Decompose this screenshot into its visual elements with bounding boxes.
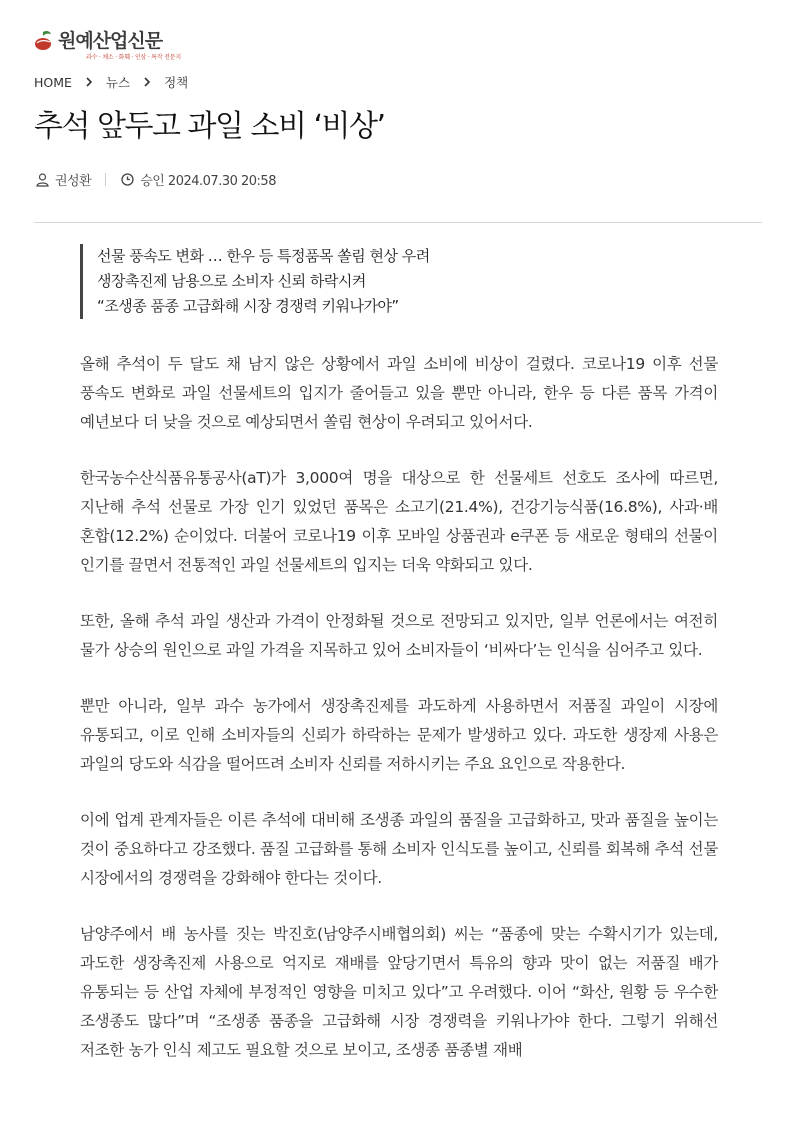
logo-wordmark: 원예산업신문 bbox=[58, 30, 163, 52]
breadcrumb-home[interactable]: HOME bbox=[34, 74, 72, 90]
chevron-right-icon bbox=[142, 76, 152, 88]
breadcrumb-news[interactable]: 뉴스 bbox=[105, 75, 131, 90]
meta-divider bbox=[105, 173, 106, 186]
article-subtitle bbox=[80, 244, 430, 319]
article-paragraph: 이에 업계 관계자들은 이른 추석에 대비해 조생종 과일의 품질을 고급화하고, 맛과 품질을 높이는 것이 중요하다고 강조했다. 품질 고급화를 통해 소비자 인식도를 높이고, 신뢰를 회복해 추석 선물 시장에서의 경쟁력을 강화해야 한다는 것이다. bbox=[80, 811, 718, 887]
subtitle-line: 선물 풍속도 변화 … 한우 등 특정품목 쏠림 현상 우려 bbox=[97, 247, 430, 265]
user-icon bbox=[36, 173, 49, 187]
article-title: 추석 앞두고 과일 소비 ‘비상’ bbox=[34, 109, 385, 144]
clock-icon bbox=[121, 173, 134, 186]
article-paragraph: 한국농수산식품유통공사(aT)가 3,000여 명을 대상으로 한 선물세트 선호도 조사에 따르면, 지난해 추석 선물로 가장 인기 있었던 품목은 소고기(21.4%), 건강기능식품(16.8%), 사과·배 혼합(12.2%) 순이었다. 더불어 코로나19 이후 모바일 상품권과 e쿠폰 등 새로운 형태의 선물이 인기를 끌면서 전통적인 과일 선물세트의 입지는 더욱 약화되고 있다. bbox=[80, 469, 718, 574]
article-paragraph: 올해 추석이 두 달도 채 남지 않은 상황에서 과일 소비에 비상이 걸렸다. 코로나19 이후 선물 풍속도 변화로 과일 선물세트의 입지가 줄어들고 있을 뿐만 아니라, 한우 등 다른 품목 가격이 예년보다 더 낮을 것으로 예상되면서 쏠림 현상이 우려되고 있어서다. bbox=[80, 355, 718, 431]
article-author: 권성환 bbox=[55, 174, 92, 189]
chevron-right-icon bbox=[84, 76, 94, 88]
site-logo[interactable] bbox=[34, 26, 204, 60]
subtitle-line: “조생종 품종 고급화해 시장 경쟁력 키워나가야” bbox=[97, 297, 399, 315]
article-approved-date: 승인 2024.07.30 20:58 bbox=[140, 174, 276, 189]
article-paragraph: 또한, 올해 추석 과일 생산과 가격이 안정화될 것으로 전망되고 있지만, 일부 언론에서는 여전히 물가 상승의 원인으로 과일 가격을 지목하고 있어 소비자들이 ‘비싸다’는 인식을 심어주고 있다. bbox=[80, 612, 718, 659]
article-body bbox=[80, 350, 718, 1092]
subtitle-line: 생장촉진제 남용으로 소비자 신뢰 하락시켜 bbox=[97, 272, 366, 290]
article-meta bbox=[36, 170, 276, 189]
breadcrumb-policy[interactable]: 정책 bbox=[164, 75, 189, 90]
header-divider bbox=[34, 222, 762, 223]
article-paragraph: 뿐만 아니라, 일부 과수 농가에서 생장촉진제를 과도하게 사용하면서 저품질 과일이 시장에 유통되고, 이로 인해 소비자들의 신뢰가 하락하는 문제가 발생하고 있다. 과도한 생장제 사용은 과일의 당도와 식감을 떨어뜨려 소비자 신뢰를 저하시키는 주요 요인으로 작용한다. bbox=[80, 697, 718, 773]
logo-fruit-icon bbox=[34, 30, 58, 52]
logo-tagline: 과수 · 채소 · 화훼 · 인삼 · 특작 전문지 bbox=[86, 54, 181, 61]
article-paragraph: 남양주에서 배 농사를 짓는 박진호(남양주시배협의회) 씨는 “품종에 맞는 수확시기가 있는데, 과도한 생장촉진제 사용으로 억지로 재배를 앞당기면서 특유의 향과 맛이 없는 저품질 배가 유통되는 등 산업 자체에 부정적인 영향을 미치고 있다”고 우려했다. 이어 “화산, 원황 등 우수한 조생종도 많다”며 “조생종 품종을 고급화해 시장 경쟁력을 키워나가야 한다. 그렇기 위해선 저조한 농가 인식 제고도 필요할 것으로 보이고, 조생종 품종별 재배 bbox=[80, 925, 718, 1059]
breadcrumb bbox=[34, 73, 188, 91]
